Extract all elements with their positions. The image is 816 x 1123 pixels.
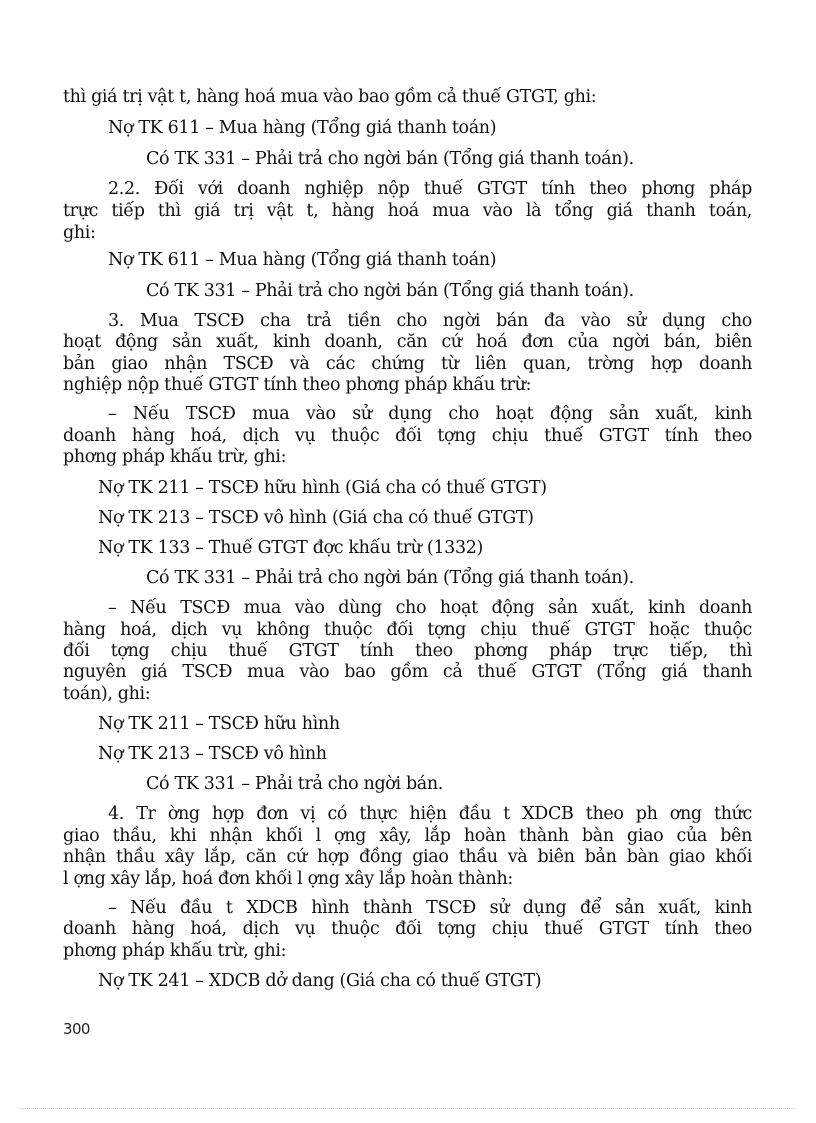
paragraph-line: toán), ghi: — [63, 684, 151, 704]
journal-entry-debit: Nợ TK 211 – TSCĐ hữu hình (Giá cha có thuế GTGT) — [98, 478, 547, 498]
journal-entry-credit: Có TK 331 – Phải trả cho ngời bán (Tổng giá thanh toán). — [146, 568, 634, 588]
paragraph-line: bản giao nhận TSCĐ và các chứng từ liên quan, trờng hợp doanh — [63, 354, 752, 374]
paragraph-line: đối tợng chịu thuế GTGT tính theo phơng pháp trực tiếp, thì — [63, 641, 752, 661]
paragraph-line: nhận thầu xây lắp, căn cứ hợp đồng giao thầu và biên bản bàn giao khối — [63, 847, 752, 867]
journal-entry-credit: Có TK 331 – Phải trả cho ngời bán. — [146, 774, 444, 794]
journal-entry-debit: Nợ TK 211 – TSCĐ hữu hình — [98, 714, 340, 734]
page-bottom-divider — [20, 1108, 796, 1109]
paragraph-line: giao thầu, khi nhận khối l ợng xây, lắp hoàn thành bàn giao của bên — [63, 826, 752, 846]
paragraph-line: – Nếu đầu t XDCB hình thành TSCĐ sử dụng để sản xuất, kinh — [108, 898, 752, 918]
journal-entry-debit: Nợ TK 611 – Mua hàng (Tổng giá thanh toán) — [108, 118, 497, 138]
paragraph-line: 2.2. Đối với doanh nghiệp nộp thuế GTGT tính theo phơng pháp — [108, 179, 752, 199]
journal-entry-debit: Nợ TK 133 – Thuế GTGT đợc khấu trừ (1332) — [98, 538, 484, 558]
paragraph-line: 3. Mua TSCĐ cha trả tiền cho ngời bán đa vào sử dụng cho — [108, 311, 752, 331]
paragraph-line: 4. Tr ờng hợp đơn vị có thực hiện đầu t XDCB theo ph ơng thức — [108, 804, 752, 824]
paragraph-line: – Nếu TSCĐ mua vào dùng cho hoạt động sản xuất, kinh doanh — [108, 598, 752, 618]
journal-entry-debit: Nợ TK 611 – Mua hàng (Tổng giá thanh toán) — [108, 250, 497, 270]
page-number: 300 — [63, 1020, 90, 1038]
paragraph-line: doanh hàng hoá, dịch vụ thuộc đối tợng chịu thuế GTGT tính theo — [63, 919, 752, 939]
journal-entry-debit: Nợ TK 213 – TSCĐ vô hình (Giá cha có thuế GTGT) — [98, 508, 534, 528]
journal-entry-credit: Có TK 331 – Phải trả cho ngời bán (Tổng giá thanh toán). — [146, 281, 634, 301]
paragraph-line: – Nếu TSCĐ mua vào sử dụng cho hoạt động sản xuất, kinh — [108, 404, 752, 424]
paragraph-line: nghiệp nộp thuế GTGT tính theo phơng pháp khấu trừ: — [63, 375, 532, 395]
journal-entry-credit: Có TK 331 – Phải trả cho ngời bán (Tổng giá thanh toán). — [146, 149, 634, 169]
paragraph-line: l ợng xây lắp, hoá đơn khối l ợng xây lắp hoàn thành: — [63, 869, 513, 889]
paragraph-line: phơng pháp khấu trừ, ghi: — [63, 941, 287, 961]
paragraph-line: doanh hàng hoá, dịch vụ thuộc đối tợng chịu thuế GTGT tính theo — [63, 426, 752, 446]
paragraph-line: hoạt động sản xuất, kinh doanh, căn cứ hoá đơn của ngời bán, biên — [63, 332, 752, 352]
paragraph-line: phơng pháp khấu trừ, ghi: — [63, 447, 287, 467]
journal-entry-debit: Nợ TK 213 – TSCĐ vô hình — [98, 744, 327, 764]
text-line: thì giá trị vật t, hàng hoá mua vào bao gồm cả thuế GTGT, ghi: — [63, 87, 597, 107]
paragraph-line: ghi: — [63, 223, 96, 243]
journal-entry-debit: Nợ TK 241 – XDCB dở dang (Giá cha có thuế GTGT) — [98, 971, 542, 991]
paragraph-line: trực tiếp thì giá trị vật t, hàng hoá mua vào là tổng giá thanh toán, — [63, 201, 752, 221]
paragraph-line: nguyên giá TSCĐ mua vào bao gồm cả thuế GTGT (Tổng giá thanh — [63, 662, 752, 682]
paragraph-line: hàng hoá, dịch vụ không thuộc đối tợng chịu thuế GTGT hoặc thuộc — [63, 620, 752, 640]
